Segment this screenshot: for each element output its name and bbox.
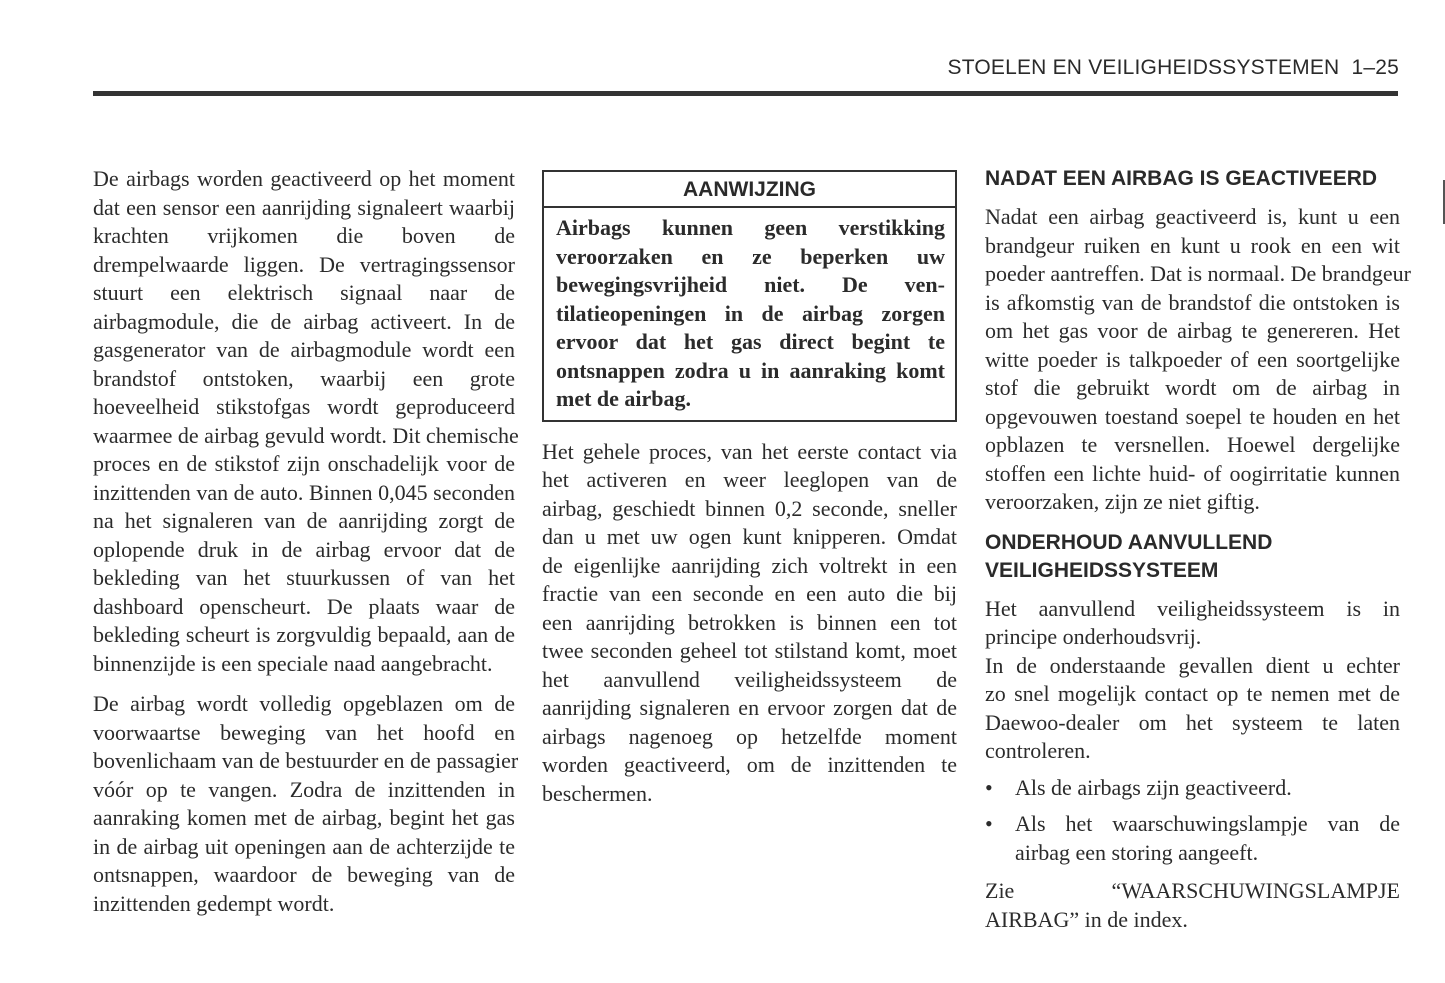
- text-line: voorwaartse beweging van het hoofd en: [93, 719, 515, 745]
- text-line: stof die gebruikt wordt om de airbag in: [985, 375, 1400, 400]
- text-line: proces en de stikstof zijn onschadelijk voor de: [93, 451, 515, 476]
- text-line: Daewoo-dealer om het systeem te laten: [985, 709, 1400, 735]
- text-line: tilatieopeningen in de airbag zorgen: [556, 300, 945, 326]
- heading-line: VEILIGHEIDSSYSTEEM: [985, 558, 1219, 582]
- text-line: waarmee de airbag gevuld wordt. Dit chemische: [93, 422, 519, 448]
- text-line: fractie van een seconde en een auto die bij: [542, 581, 957, 606]
- text-line: airbag een storing aangeeft.: [1015, 839, 1259, 865]
- text-line: bekleding scheurt is zorgvuldig bepaald, aan de: [93, 622, 515, 647]
- text-line: dat een sensor een aanrijding signaleert waarbij: [93, 194, 515, 220]
- text-line: ervoor dat het gas direct begint te: [556, 329, 945, 354]
- text-line: principe onderhoudsvrij.: [985, 624, 1202, 649]
- bullet-icon: •: [985, 811, 993, 836]
- text-line: aanrijding signaleren en ervoor zorgen dat de: [542, 695, 957, 720]
- text-line: brandstof ontstoken, waarbij een grote: [93, 365, 515, 391]
- text-line: dan u met uw ogen kunt knipperen. Omdat: [542, 524, 957, 549]
- text-line: De airbag wordt volledig opgeblazen om de: [93, 691, 515, 716]
- column-3: [985, 165, 1411, 946]
- text-line: Het gehele proces, van het eerste contact via: [542, 438, 957, 464]
- text-line: Het aanvullend veiligheidssysteem is in: [985, 595, 1400, 621]
- text-line: airbags nagenoeg op hetzelfde moment: [542, 723, 957, 749]
- bullet-item: [985, 810, 1400, 867]
- text-line: Zie “WAARSCHUWINGSLAMPJE: [985, 878, 1400, 903]
- text-line: drempelwaarde liggen. De vertragingssensor: [93, 251, 515, 277]
- text-line: in de airbag uit openingen aan de achterzijde te: [93, 833, 515, 859]
- text-line: stoffen een lichte huid- of oogirritatie kunnen: [985, 460, 1400, 486]
- text-line: poeder aantreffen. Dat is normaal. De brandgeur: [985, 261, 1411, 286]
- paragraph-process-duration: [542, 438, 957, 809]
- text-line: dashboard openscheurt. De plaats waar de: [93, 593, 515, 619]
- header-rule: [93, 91, 1398, 96]
- notice-box: [542, 170, 957, 422]
- text-line: worden geactiveerd, om de inzittenden te: [542, 752, 957, 777]
- text-line: opblazen te versnellen. Hoewel dergelijke: [985, 432, 1400, 457]
- text-line: inzittenden gedempt wordt.: [93, 890, 335, 916]
- text-line: met de airbag.: [556, 386, 692, 411]
- text-line: beschermen.: [542, 780, 653, 806]
- text-line: het activeren en weer leeglopen van de: [542, 467, 957, 492]
- text-line: krachten vrijkomen die boven de: [93, 223, 515, 248]
- text-line: na het signaleren van de aanrijding zorgt de: [93, 508, 515, 533]
- text-line: Als het waarschuwingslampje van de: [1015, 811, 1400, 836]
- text-line: Nadat een airbag geactiveerd is, kunt u een: [985, 204, 1400, 229]
- text-line: De airbags worden geactiveerd op het moment: [93, 166, 515, 191]
- heading-line: ONDERHOUD AANVULLEND: [985, 530, 1273, 554]
- paragraph-reference: [985, 877, 1400, 934]
- text-line: gasgenerator van de airbagmodule wordt een: [93, 337, 515, 362]
- text-line: binnenzijde is een speciale naad aangebracht.: [93, 650, 493, 676]
- text-line: inzittenden van de auto. Binnen 0,045 seconden: [93, 479, 515, 505]
- column-2: [542, 165, 957, 820]
- text-line: witte poeder is talkpoeder of een soortgelijke: [985, 346, 1400, 372]
- bullet-list: [985, 774, 1400, 868]
- text-line: is afkomstig van de brandstof die ontstoken is: [985, 289, 1400, 315]
- text-line: bekleding van het stuurkussen of van het: [93, 565, 515, 590]
- text-line: veroorzaken en ze beperken uw: [556, 243, 945, 269]
- text-line: vóór op te vangen. Zodra de inzittenden in: [93, 776, 515, 802]
- text-line: aanraking komen met de airbag, begint het gas: [93, 805, 515, 830]
- text-line: veroorzaken, zijn ze niet giftig.: [985, 489, 1260, 514]
- notice-title: AANWIJZING: [544, 172, 955, 208]
- text-line: opgevouwen toestand soepel te houden en het: [985, 403, 1400, 429]
- text-line: In de onderstaande gevallen dient u echter: [985, 652, 1400, 678]
- text-line: bovenlichaam van de bestuurder en de passagier: [93, 748, 519, 773]
- text-line: een aanrijding betrokken is binnen een tot: [542, 609, 957, 635]
- bullet-item: [985, 774, 1400, 803]
- text-line: ontsnappen, waardoor de beweging van de: [93, 862, 515, 887]
- text-line: airbag, geschiedt binnen 0,2 seconde, sneller: [542, 495, 957, 521]
- text-line: brandgeur ruiken en kunt u rook en een wit: [985, 232, 1400, 258]
- text-line: Als de airbags zijn geactiveerd.: [1015, 774, 1292, 800]
- text-line: bewegingsvrijheid niet. De ven-: [556, 272, 945, 297]
- chapter-title: STOELEN EN VEILIGHEIDSSYSTEMEN: [947, 56, 1340, 79]
- text-line: oplopende druk in de airbag ervoor dat de: [93, 536, 515, 562]
- paragraph-maintenance: [985, 595, 1400, 766]
- text-line: ontsnappen zodra u in aanraking komt: [556, 357, 945, 383]
- text-line: om het gas voor de airbag te genereren. Het: [985, 318, 1400, 343]
- column-1: [93, 165, 519, 930]
- text-line: de eigenlijke aanrijding zich voltrekt in een: [542, 552, 957, 578]
- text-line: het aanvullend veiligheidssysteem de: [542, 666, 957, 692]
- notice-body: [544, 208, 955, 420]
- section-heading-maintenance: [985, 529, 1400, 585]
- text-line: zo snel mogelijk contact op te nemen met de: [985, 681, 1400, 706]
- text-line: AIRBAG” in de index.: [985, 906, 1188, 932]
- bullet-icon: •: [985, 774, 993, 800]
- text-line: airbagmodule, die de airbag activeert. In de: [93, 308, 515, 334]
- running-header: [948, 56, 1400, 80]
- paragraph-airbag-inflation: [93, 690, 519, 918]
- paragraph-airbag-activation: [93, 165, 519, 678]
- text-line: stuurt een elektrisch signaal naar de: [93, 280, 515, 305]
- text-line: Airbags kunnen geen verstikking: [556, 215, 945, 240]
- text-line: hoeveelheid stikstofgas wordt geproduceerd: [93, 394, 515, 419]
- page-number: 1–25: [1351, 56, 1399, 79]
- text-line: controleren.: [985, 738, 1091, 763]
- section-heading-after-activation: NADAT EEN AIRBAG IS GEACTIVEERD: [985, 167, 1378, 190]
- paragraph-after-activation: [985, 203, 1411, 517]
- text-line: twee seconden geheel tot stilstand komt, moet: [542, 638, 957, 663]
